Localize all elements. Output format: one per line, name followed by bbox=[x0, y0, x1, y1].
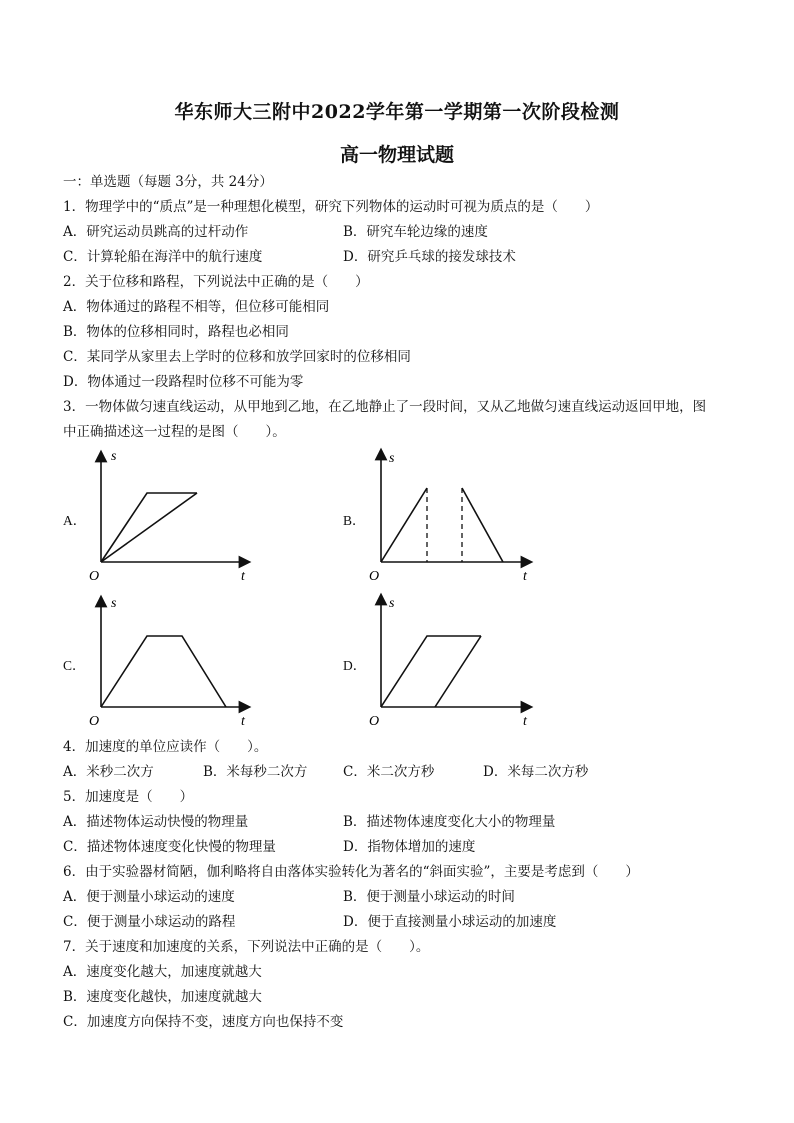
question-2-option-a: A．物体通过的路程不相等，但位移可能相同 bbox=[63, 299, 330, 315]
graph-c-x-label: t bbox=[241, 714, 245, 729]
question-4-option-d: D．米每二次方秒 bbox=[483, 764, 589, 780]
question-7-option-c: C．加速度方向保持不变，速度方向也保持不变 bbox=[63, 1014, 344, 1030]
graph-d-curve-upper bbox=[381, 636, 481, 707]
question-4-option-b: B．米每秒二次方 bbox=[203, 764, 308, 780]
graph-a-label: A． bbox=[63, 513, 87, 528]
question-5-stem: 5．加速度是（ ） bbox=[63, 789, 194, 805]
question-6-stem: 6．由于实验器材简陋，伽利略将自由落体实验转化为著名的“斜面实验”，主要是考虑到（ ） bbox=[63, 864, 639, 880]
question-1-option-c: C．计算轮船在海洋中的航行速度 bbox=[63, 249, 263, 265]
question-5-option-d: D．指物体增加的速度 bbox=[343, 839, 476, 855]
question-7-option-b: B．速度变化越快，加速度就越大 bbox=[63, 989, 262, 1005]
question-5-option-c: C．描述物体速度变化快慢的物理量 bbox=[63, 839, 276, 855]
section-heading: 一：单选题（每题 3分，共 24分） bbox=[63, 174, 273, 190]
question-5-option-b: B．描述物体速度变化大小的物理量 bbox=[343, 814, 556, 830]
exam-subtitle: 高一物理试题 bbox=[339, 144, 454, 166]
question-4-option-c: C．米二次方秒 bbox=[343, 764, 435, 780]
question-3-stem-line2: 中正确描述这一过程的是图（ ）。 bbox=[63, 424, 286, 440]
question-1-option-a: A．研究运动员跳高的过杆动作 bbox=[63, 224, 249, 240]
question-2-option-b: B．物体的位移相同时，路程也必相同 bbox=[63, 324, 289, 340]
graph-d-curve-lower bbox=[435, 636, 481, 707]
question-6-option-d: D．便于直接测量小球运动的加速度 bbox=[343, 914, 557, 930]
graph-a-y-label: s bbox=[111, 449, 117, 464]
question-1-option-d: D．研究乒乓球的接发球技术 bbox=[343, 249, 516, 265]
graph-d-label: D． bbox=[343, 658, 367, 673]
question-6-option-c: C．便于测量小球运动的路程 bbox=[63, 914, 236, 930]
graph-b-return-line bbox=[462, 488, 503, 562]
question-4-stem: 4．加速度的单位应读作（ ）。 bbox=[63, 739, 268, 755]
graph-c-curve bbox=[101, 636, 226, 707]
graph-b-outbound-line bbox=[381, 488, 427, 562]
graph-a bbox=[85, 450, 265, 585]
graph-d-x-label: t bbox=[523, 714, 527, 729]
graph-b-y-label: s bbox=[389, 451, 395, 466]
question-1-option-b: B．研究车轮边缘的速度 bbox=[343, 224, 488, 240]
graph-c-origin: O bbox=[89, 714, 100, 729]
graph-b-label: B． bbox=[343, 513, 366, 528]
question-7-stem: 7．关于速度和加速度的关系，下列说法中正确的是（ ）。 bbox=[63, 939, 430, 955]
graph-a-x-label: t bbox=[241, 569, 245, 584]
graph-a-curve-lower bbox=[101, 493, 197, 562]
graph-b bbox=[365, 450, 545, 585]
graph-c bbox=[85, 595, 265, 730]
graph-d-origin: O bbox=[369, 714, 380, 729]
question-2-option-d: D．物体通过一段路程时位移不可能为零 bbox=[63, 374, 304, 390]
question-2-stem: 2．关于位移和路程，下列说法中正确的是（ ） bbox=[63, 274, 369, 290]
graph-b-x-label: t bbox=[523, 569, 527, 584]
question-6-option-a: A．便于测量小球运动的速度 bbox=[63, 889, 235, 905]
question-6-option-b: B．便于测量小球运动的时间 bbox=[343, 889, 515, 905]
graph-c-label: C． bbox=[63, 658, 86, 673]
graph-b-origin: O bbox=[369, 569, 380, 584]
question-4-option-a: A．米秒二次方 bbox=[63, 764, 154, 780]
graph-d bbox=[365, 595, 545, 730]
question-7-option-a: A．速度变化越大，加速度就越大 bbox=[63, 964, 262, 980]
question-3-stem-line1: 3．一物体做匀速直线运动，从甲地到乙地，在乙地静止了一段时间，又从乙地做匀速直线运动返回甲地，图 bbox=[63, 399, 707, 415]
question-5-option-a: A．描述物体运动快慢的物理量 bbox=[63, 814, 249, 830]
graph-c-y-label: s bbox=[111, 596, 117, 611]
question-2-option-c: C．某同学从家里去上学时的位移和放学回家时的位移相同 bbox=[63, 349, 411, 365]
graph-a-origin: O bbox=[89, 569, 100, 584]
exam-title: 华东师大三附中2022学年第一学期第一次阶段检测 bbox=[174, 101, 620, 123]
question-1-stem: 1．物理学中的“质点”是一种理想化模型，研究下列物体的运动时可视为质点的是（ ） bbox=[63, 199, 599, 215]
graph-d-y-label: s bbox=[389, 596, 395, 611]
